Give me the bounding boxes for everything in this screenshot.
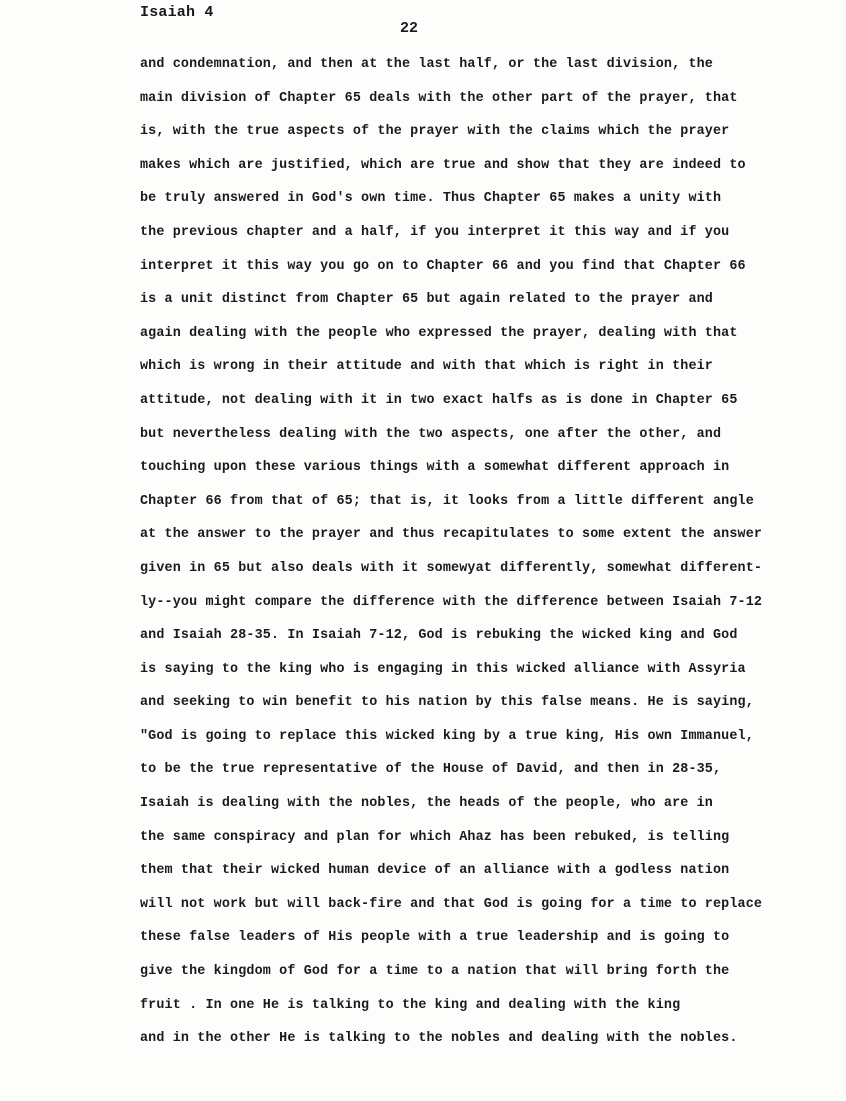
body-text bbox=[140, 55, 800, 1063]
text-line: ly--you might compare the difference with the difference between Isaiah 7-12 bbox=[140, 594, 763, 610]
text-line: and condemnation, and then at the last half, or the last division, the bbox=[140, 57, 713, 72]
text-line: at the answer to the prayer and thus recapitulates to some extent the answer bbox=[140, 527, 763, 543]
text-line: but nevertheless dealing with the two aspects, one after the other, and bbox=[140, 426, 722, 442]
text-line: is a unit distinct from Chapter 65 but again related to the prayer and bbox=[140, 292, 713, 308]
text-line: be truly answered in God's own time. Thus Chapter 65 makes a unity with bbox=[140, 191, 722, 207]
text-line: touching upon these various things with a somewhat different approach in bbox=[140, 460, 730, 476]
text-line: again dealing with the people who expressed the prayer, dealing with that bbox=[140, 325, 738, 341]
text-line: fruit . In one He is talking to the king and dealing with the king bbox=[140, 997, 681, 1013]
text-line: main division of Chapter 65 deals with the other part of the prayer, that bbox=[140, 90, 738, 106]
chapter-header-label: Isaiah 4 bbox=[140, 4, 214, 21]
text-line: which is wrong in their attitude and with that which is right in their bbox=[140, 359, 713, 375]
text-line: interpret it this way you go on to Chapter 66 and you find that Chapter 66 bbox=[140, 258, 746, 274]
text-line: these false leaders of His people with a true leadership and is going to bbox=[140, 930, 730, 946]
text-line: them that their wicked human device of an alliance with a godless nation bbox=[140, 863, 730, 879]
page-number: 22 bbox=[400, 20, 419, 37]
text-line: will not work but will back-fire and that God is going for a time to replace bbox=[140, 896, 763, 912]
text-line: and in the other He is talking to the nobles and dealing with the nobles. bbox=[140, 1031, 738, 1047]
text-line: attitude, not dealing with it in two exact halfs as is done in Chapter 65 bbox=[140, 392, 738, 408]
text-line: "God is going to replace this wicked king by a true king, His own Immanuel, bbox=[140, 728, 754, 744]
text-line: give the kingdom of God for a time to a nation that will bring forth the bbox=[140, 964, 730, 980]
text-line: makes which are justified, which are true and show that they are indeed to bbox=[140, 157, 746, 173]
text-line: and Isaiah 28-35. In Isaiah 7-12, God is rebuking the wicked king and God bbox=[140, 628, 738, 644]
text-line: the previous chapter and a half, if you interpret it this way and if you bbox=[140, 224, 730, 240]
text-line: to be the true representative of the House of David, and then in 28-35, bbox=[140, 762, 722, 778]
text-line: the same conspiracy and plan for which Ahaz has been rebuked, is telling bbox=[140, 829, 730, 845]
text-line: Isaiah is dealing with the nobles, the heads of the people, who are in bbox=[140, 796, 713, 812]
text-line: is saying to the king who is engaging in this wicked alliance with Assyria bbox=[140, 661, 746, 677]
text-line: is, with the true aspects of the prayer with the claims which the prayer bbox=[140, 124, 730, 140]
text-line: and seeking to win benefit to his nation by this false means. He is saying, bbox=[140, 695, 754, 711]
text-line: Chapter 66 from that of 65; that is, it looks from a little different angle bbox=[140, 493, 754, 509]
text-line: given in 65 but also deals with it somewyat differently, somewhat different- bbox=[140, 560, 763, 576]
